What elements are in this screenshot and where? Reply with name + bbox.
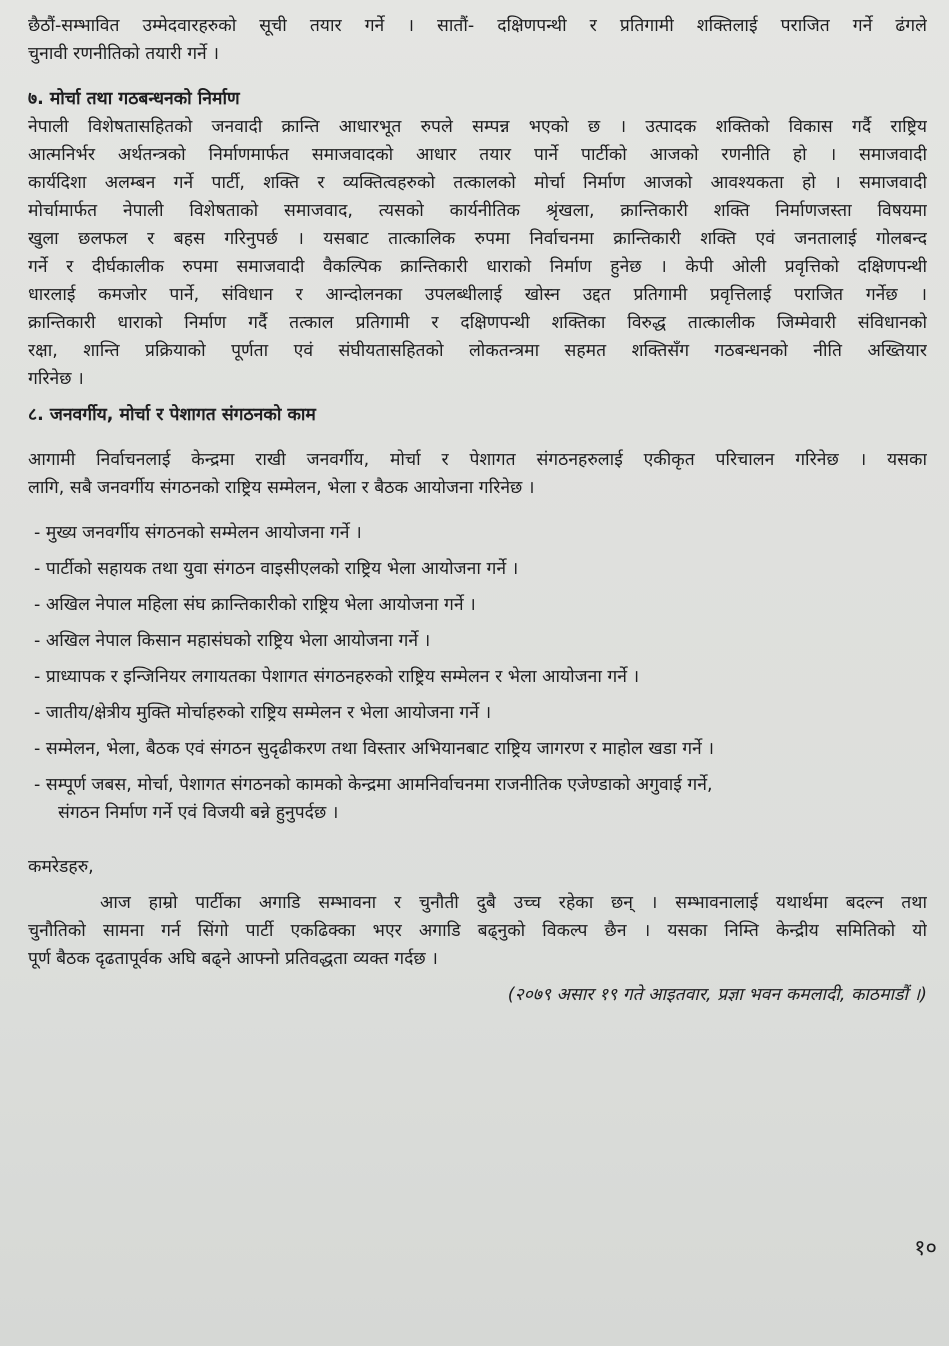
paragraph-line: नेपाली विशेषतासहितको जनवादी क्रान्ति आधारभूत रुपले सम्पन्न भएको छ । उत्पादक शक्तिको विकास गर्दै राष्ट्रिय [28, 117, 927, 137]
list-item: - अखिल नेपाल किसान महासंघको राष्ट्रिय भेला आयोजना गर्ने । [34, 631, 431, 651]
paragraph-line: खुला छलफल र बहस गरिनुपर्छ । यसबाट तात्कालिक रुपमा निर्वाचनमा क्रान्तिकारी शक्ति एवं जनतालाई गोलबन्द [28, 229, 927, 249]
paragraph-line: चुनावी रणनीतिको तयारी गर्ने । [28, 44, 219, 64]
paragraph-line: क्रान्तिकारी धाराको निर्माण गर्दै तत्काल प्रतिगामी र दक्षिणपन्थी शक्तिका विरुद्ध तात्कालीक जिम्मेवारी संविधानको [28, 313, 927, 333]
list-item: - जातीय/क्षेत्रीय मुक्ति मोर्चाहरुको राष्ट्रिय सम्मेलन र भेला आयोजना गर्ने । [34, 703, 492, 723]
closing-section [28, 853, 927, 1009]
list-item: - सम्मेलन, भेला, बैठक एवं संगठन सुदृढीकरण तथा विस्तार अभियानबाट राष्ट्रिय जागरण र माहोल खडा गर्ने । [34, 739, 714, 759]
section-8-heading: ८. जनवर्गीय, मोर्चा र पेशागत संगठनको काम [28, 405, 316, 425]
section-7 [28, 85, 927, 393]
paragraph-line: गरिनेछ । [28, 369, 84, 389]
list-item-continuation: संगठन निर्माण गर्ने एवं विजयी बन्ने हुनुपर्दछ । [58, 803, 339, 823]
section-7-heading: ७. मोर्चा तथा गठबन्धनको निर्माण [28, 89, 240, 109]
list-item: - मुख्य जनवर्गीय संगठनको सम्मेलन आयोजना गर्ने । [34, 523, 362, 543]
list-item: - पार्टीको सहायक तथा युवा संगठन वाइसीएलको राष्ट्रिय भेला आयोजना गर्ने । [34, 559, 519, 579]
page-number: १० [914, 1236, 937, 1261]
previous-section-tail [28, 12, 927, 68]
paragraph-line: रक्षा, शान्ति प्रक्रियाको पूर्णता एवं संघीयतासहितको लोकतन्त्रमा सहमत शक्तिसँग गठबन्धनको नीति अख्तियार [28, 341, 927, 361]
paragraph-line: कार्यदिशा अलम्बन गर्ने पार्टी, शक्ति र व्यक्तित्वहरुको तत्कालको मोर्चा निर्माण आजको आवश्यकता हो । समाजवादी [28, 173, 927, 193]
salutation: कमरेडहरु, [28, 857, 94, 877]
date-place-signature: (२०७९ असार १९ गते आइतवार, प्रज्ञा भवन कमलादी, काठमाडौं ।) [507, 985, 927, 1005]
paragraph-line: छैठौं-सम्भावित उम्मेदवारहरुको सूची तयार गर्ने । सातौं- दक्षिणपन्थी र प्रतिगामी शक्तिलाई पराजित गर्ने ढंगले [28, 16, 927, 36]
list-item: - अखिल नेपाल महिला संघ क्रान्तिकारीको राष्ट्रिय भेला आयोजना गर्ने । [34, 595, 476, 615]
paragraph-line: आगामी निर्वाचनलाई केन्द्रमा राखी जनवर्गीय, मोर्चा र पेशागत संगठनहरुलाई एकीकृत परिचालन गरिनेछ । यसका [28, 450, 927, 470]
paragraph-line: आज हाम्रो पार्टीका अगाडि सम्भावना र चुनौती दुबै उच्च रहेका छन् । सम्भावनालाई यथार्थमा बदल्न तथा [100, 893, 927, 913]
paragraph-line: पूर्ण बैठक दृढतापूर्वक अघि बढ्ने आफ्नो प्रतिवद्धता व्यक्त गर्दछ । [28, 949, 438, 969]
paragraph-line: चुनौतिको सामना गर्न सिंगो पार्टी एकढिक्का भएर अगाडि बढ्नुको विकल्प छैन । यसका निम्ति केन्द्रीय समितिको यो [28, 921, 927, 941]
paragraph-line: मोर्चामार्फत नेपाली विशेषताको समाजवाद, त्यसको कार्यनीतिक श्रृंखला, क्रान्तिकारी शक्ति निर्माणजस्ता विषयमा [28, 201, 927, 221]
list-item: - प्राध्यापक र इन्जिनियर लगायतका पेशागत संगठनहरुको राष्ट्रिय सम्मेलन र भेला आयोजना गर्ने । [34, 667, 640, 687]
paragraph-line: लागि, सबै जनवर्गीय संगठनको राष्ट्रिय सम्मेलन, भेला र बैठक आयोजना गरिनेछ । [28, 478, 535, 498]
paragraph-line: गर्ने र दीर्घकालीक रुपमा समाजवादी वैकल्पिक क्रान्तिकारी धाराको निर्माण हुनेछ । केपी ओली प्रवृत्तिको दक्षिणपन्थी [28, 257, 927, 277]
list-item: - सम्पूर्ण जबस, मोर्चा, पेशागत संगठनको कामको केन्द्रमा आमनिर्वाचनमा राजनीतिक एजेण्डाको अगुवाई गर्ने, [34, 775, 713, 795]
section-8 [28, 401, 927, 827]
paragraph-line: धारलाई कमजोर पार्ने, संविधान र आन्दोलनका उपलब्धीलाई खोस्न उद्दत प्रतिगामी प्रवृत्तिलाई पराजित गर्नेछ । [28, 285, 927, 305]
paragraph-line: आत्मनिर्भर अर्थतन्त्रको निर्माणमार्फत समाजवादको आधार तयार पार्ने पार्टीको आजको रणनीति हो । समाजवादी [28, 145, 927, 165]
